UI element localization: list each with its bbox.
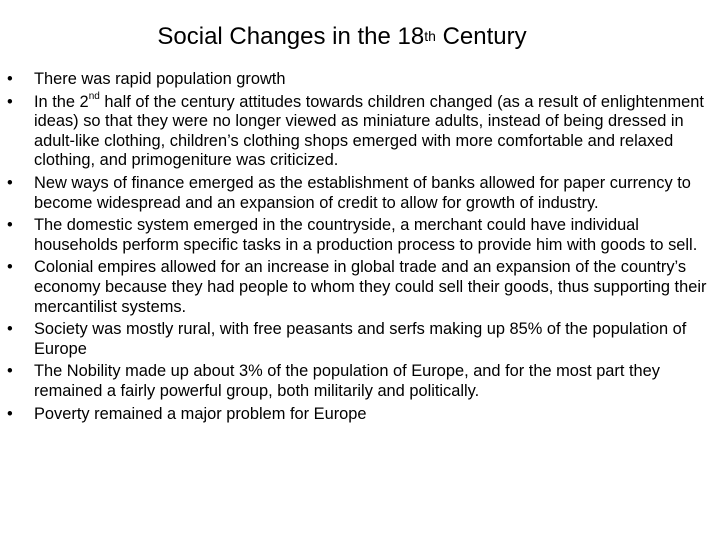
bullet-text: There was rapid population growth [34,70,286,88]
bullet-text: The Nobility made up about 3% of the population of Europe, and for the most part they remained a fairly powerful group, both militarily and politically. [34,362,660,400]
bullet-text: Poverty remained a major problem for Europe [34,404,367,423]
bullet-item-nobility [0,362,716,401]
bullet-text-start: In the 2 [34,92,89,111]
slide-title-end: Century [435,23,527,50]
bullet-item-domestic-system [0,216,716,255]
bullet-icon: • [7,216,13,235]
bullet-item-rural-society [0,320,716,359]
bullet-icon: • [7,404,13,423]
bullet-icon: • [7,258,13,277]
bullet-icon: • [7,320,13,339]
slide-title-main: Social Changes in the 18 [157,23,425,50]
bullet-text: New ways of finance emerged as the establishment of banks allowed for paper currency to become widespread and an expansion of credit to allow for growth of industry. [34,173,691,212]
bullet-item-children [0,93,716,171]
slide-title [0,21,684,53]
bullet-text: The domestic system emerged in the countryside, a merchant could have individual households perform specific tasks in a production process to provide him with goods to sell. [34,216,698,254]
bullet-icon: • [7,70,13,88]
bullet-item-colonial-empires [0,258,716,317]
bullet-text [34,93,704,170]
bullet-icon: • [7,173,13,192]
bullet-list [0,70,716,427]
bullet-text-superscript: nd [88,91,100,103]
bullet-text: Society was mostly rural, with free peasants and serfs making up 85% of the population of Europe [34,320,687,358]
bullet-item-finance [0,174,716,213]
bullet-item-population [0,70,716,90]
bullet-text: Colonial empires allowed for an increase in global trade and an expansion of the country’s economy because they had people to whom they could sell their goods, thus supporting their mercantilist systems. [34,258,707,316]
bullet-icon: • [7,92,13,111]
bullet-icon: • [7,362,13,381]
bullet-text-rest: half of the century attitudes towards children changed (as a result of enlightenment ideas) so that they were no longer viewed as miniature adults, instead of being dressed in adult-like clothing, children’s clothing shops emerged with more comfortable and relaxed clothing, and primogeniture was criticized. [34,92,704,170]
bullet-item-poverty [0,405,716,425]
slide-title-superscript: th [424,28,436,44]
